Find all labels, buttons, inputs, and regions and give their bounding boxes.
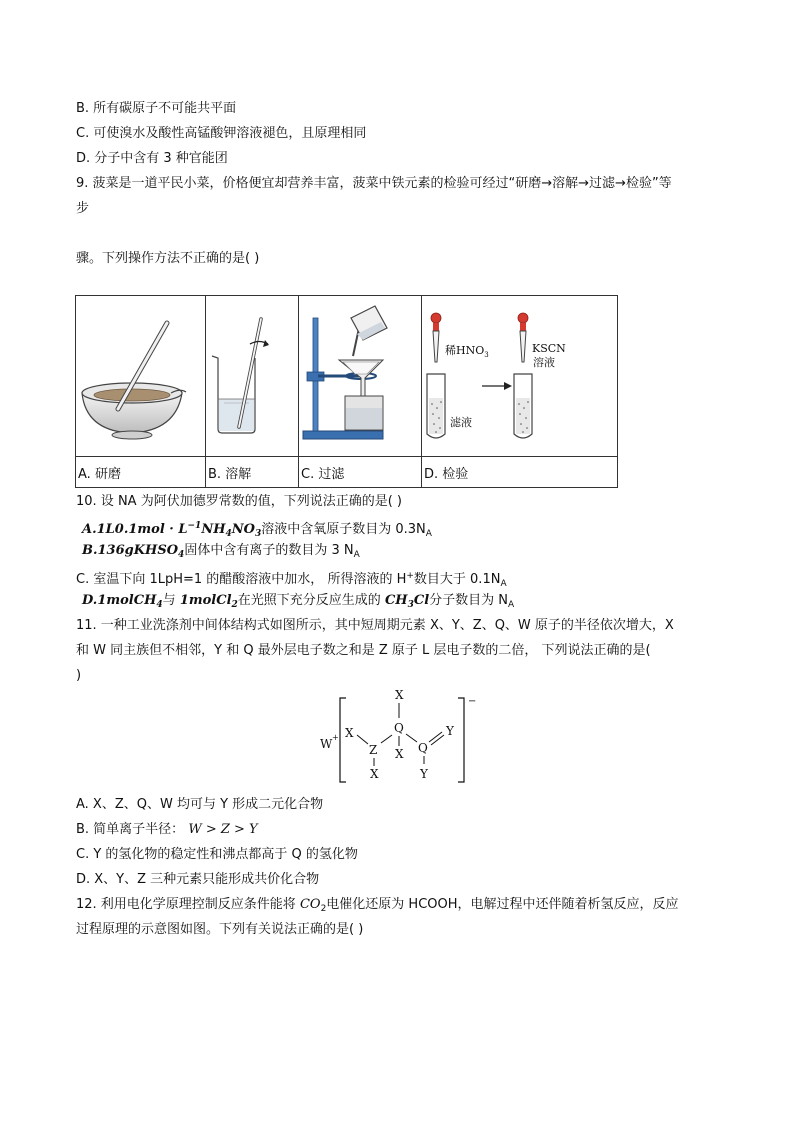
q9-image-dissolving: [206, 296, 299, 457]
q9-image-test: [422, 296, 618, 457]
q11-option-c: C. Y 的氢化物的稳定性和沸点都高于 Q 的氢化物: [76, 847, 358, 862]
q9-stem-line1: 9. 菠菜是一道平民小菜，价格便宜却营养丰富，菠菜中铁元素的检验可经过“研磨→溶解→过滤→检验”等: [76, 176, 672, 191]
mortar-pestle-illustration: [76, 296, 206, 456]
atom-q-center: Q: [394, 721, 404, 735]
atom-w: W: [320, 737, 333, 751]
atom-x-top: X: [395, 690, 404, 702]
q9-image-grinding: [76, 296, 206, 457]
svg-text:稀HNO3: 稀$HNO_3$: [445, 344, 489, 359]
q12-stem-line1: 12. 利用电化学原理控制反应条件能将 $CO_2$电催化还原为 HCOOH，电解过程中还伴随着析氢反应，反应: [76, 897, 679, 914]
q11-stem-line1: 11. 一种工业洗涤剂中间体结构式如图所示，其中短周期元素 X、Y、Z、Q、W 原子的半径依次增大，X: [76, 618, 674, 633]
filtration-setup-illustration: [299, 296, 422, 456]
beaker-stirring-illustration: [206, 296, 299, 456]
atom-x-below-q: X: [395, 747, 404, 761]
q9-stem-line2: 步: [76, 201, 90, 216]
atom-q-right: Q: [418, 741, 428, 755]
q11-stem-line2: 和 W 同主族但不相邻，Y 和 Q 最外层电子数之和是 Z 原子 L 层电子数的二倍， 下列说法正确的是(: [76, 643, 651, 658]
q8-option-d: D. 分子中含有 3 种官能团: [76, 151, 228, 166]
atom-z: Z: [369, 743, 378, 757]
q11-stem-line3: ): [76, 668, 82, 683]
q9-image-filtration: [299, 296, 422, 457]
test-tube-illustration: [422, 296, 618, 456]
atom-x-left: X: [345, 726, 354, 740]
atom-y-below: Y: [420, 767, 428, 781]
q10-stem: 10. 设 NA 为阿伏加德罗常数的值，下列说法正确的是( ): [76, 494, 402, 509]
option-c-caption: C. 过滤: [299, 457, 422, 488]
q8-option-b: B. 所有碳原子不可能共平面: [76, 101, 237, 116]
q10-option-d: D.1molCH$_4$与 1molCl$_2$在光照下充分反应生成的 $CH_3Cl$分子数目为 $N_A$: [82, 593, 515, 610]
q10-option-a: $A.1L0.1mol \cdot L^{-1}NH_4NO_3$溶液中含氧原子数目为 $0.3N_A$: [82, 521, 432, 539]
option-b-caption: B. 溶解: [206, 457, 299, 488]
q11-option-a: A. X、Z、Q、W 均可与 Y 形成二元化合物: [76, 797, 324, 812]
w-charge: +: [332, 733, 339, 742]
reagent-1-label: 稀HNO: [445, 344, 485, 357]
reagent-2-label: KSCN: [532, 342, 566, 355]
q10-option-b: B.136gKHSO$_4$固体中含有离子的数目为 3 $N_A$: [82, 543, 360, 560]
option-d-caption: D. 检验: [422, 457, 618, 488]
q10-option-c: C. 室温下向 1LpH=1 的醋酸溶液中加水， 所得溶液的 H+数目大于 $0.1N_A$: [76, 571, 507, 589]
atom-y-right: Y: [446, 724, 454, 738]
q9-apparatus-table: [75, 295, 618, 488]
atom-x-below-z: X: [370, 767, 379, 781]
structural-formula-diagram: [318, 690, 478, 790]
right-bracket: [458, 698, 464, 782]
left-bracket: [340, 698, 346, 782]
q12-stem-line2: 过程原理的示意图如图。下列有关说法正确的是( ): [76, 922, 364, 937]
option-a-caption: A. 研磨: [76, 457, 206, 488]
filtrate-label: 滤液: [450, 416, 472, 429]
q9-stem-line3: 骤。下列操作方法不正确的是( ): [76, 251, 260, 266]
q11-option-d: D. X、Y、Z 三种元素只能形成共价化合物: [76, 872, 320, 887]
reagent-2-solution-label: 溶液: [533, 356, 555, 369]
q8-option-c: C. 可使溴水及酸性高锰酸钾溶液褪色，且原理相同: [76, 126, 367, 141]
q11-option-b: B. 简单离子半径： W > Z > Y: [76, 822, 258, 837]
ion-charge: −: [468, 696, 477, 707]
